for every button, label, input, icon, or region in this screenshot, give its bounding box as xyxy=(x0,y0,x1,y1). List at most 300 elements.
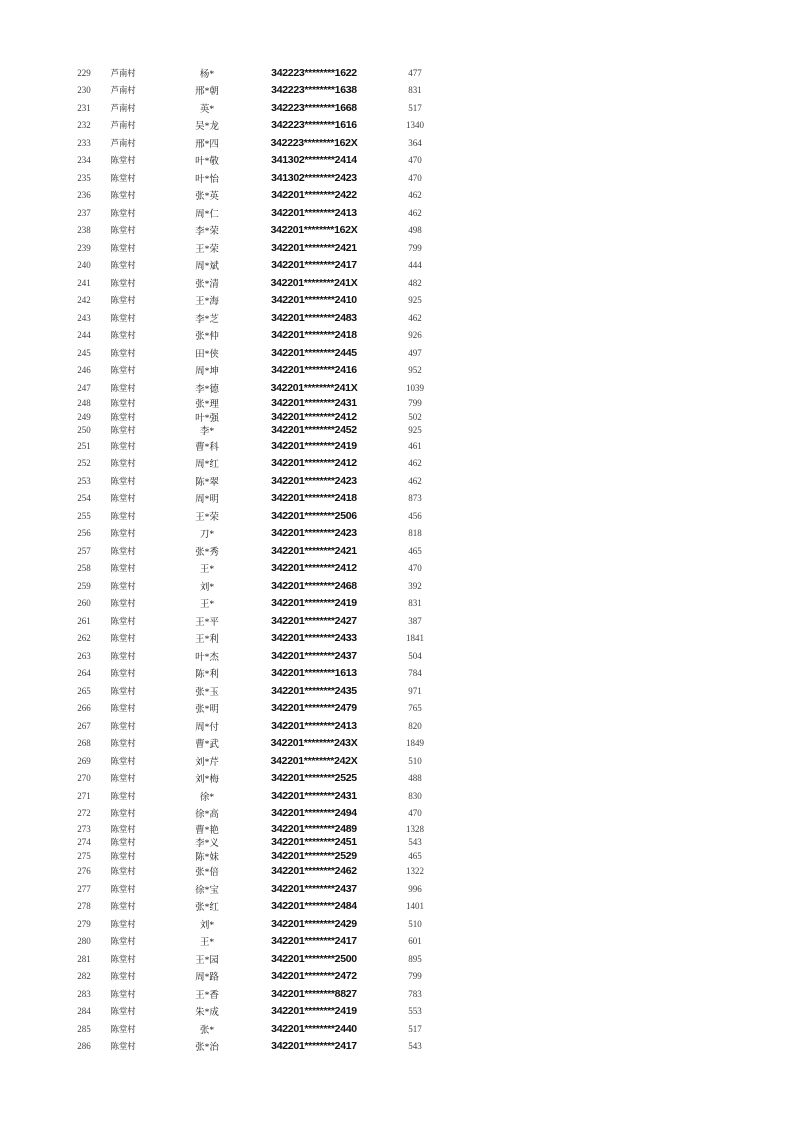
row-number-cell: 259 xyxy=(77,580,91,591)
table-row xyxy=(0,472,793,490)
id-number-cell: 342201********2484 xyxy=(271,900,357,913)
amount-cell: 1849 xyxy=(406,738,424,749)
village-cell: 陈堂村 xyxy=(110,650,136,661)
id-number-cell: 342201********2416 xyxy=(271,364,357,377)
amount-cell: 765 xyxy=(408,703,422,714)
village-cell: 陈堂村 xyxy=(110,823,136,834)
table-row xyxy=(0,612,793,630)
amount-cell: 873 xyxy=(408,493,422,504)
id-number-cell: 342201********2410 xyxy=(271,294,357,307)
id-number-cell: 342223********1616 xyxy=(271,119,357,132)
id-number-cell: 342201********2417 xyxy=(271,935,357,948)
amount-cell: 462 xyxy=(408,207,422,218)
table-row xyxy=(0,752,793,770)
village-cell: 陈堂村 xyxy=(110,545,136,556)
row-number-cell: 245 xyxy=(77,347,91,358)
amount-cell: 996 xyxy=(408,883,422,894)
village-cell: 陈堂村 xyxy=(110,918,136,929)
name-cell: 叶*杰 xyxy=(195,652,219,663)
village-cell: 芦南村 xyxy=(110,120,136,131)
amount-cell: 1401 xyxy=(406,901,424,912)
village-cell: 陈堂村 xyxy=(110,458,136,469)
amount-cell: 470 xyxy=(408,808,422,819)
amount-cell: 543 xyxy=(408,1041,422,1052)
row-number-cell: 258 xyxy=(77,563,91,574)
name-cell: 李*荣 xyxy=(195,227,219,238)
table-row xyxy=(0,490,793,508)
amount-cell: 510 xyxy=(408,755,422,766)
amount-cell: 601 xyxy=(408,936,422,947)
table-row xyxy=(0,239,793,257)
village-cell: 陈堂村 xyxy=(110,685,136,696)
village-cell: 陈堂村 xyxy=(110,172,136,183)
name-cell: 张*玉 xyxy=(195,687,219,698)
row-number-cell: 237 xyxy=(77,207,91,218)
village-cell: 陈堂村 xyxy=(110,755,136,766)
name-cell: 李*德 xyxy=(195,384,219,395)
amount-cell: 543 xyxy=(408,837,422,848)
id-number-cell: 342201********2418 xyxy=(271,329,357,342)
row-number-cell: 236 xyxy=(77,190,91,201)
row-number-cell: 250 xyxy=(77,425,91,436)
name-cell: 张*治 xyxy=(195,1043,219,1054)
row-number-cell: 239 xyxy=(77,242,91,253)
id-number-cell: 342201********2435 xyxy=(271,684,357,697)
table-row xyxy=(0,933,793,951)
name-cell: 王* xyxy=(199,565,215,576)
village-cell: 陈堂村 xyxy=(110,953,136,964)
amount-cell: 465 xyxy=(408,850,422,861)
row-number-cell: 232 xyxy=(77,120,91,131)
name-cell: 杨* xyxy=(199,69,215,80)
name-cell: 王*荣 xyxy=(195,512,219,523)
amount-cell: 470 xyxy=(408,172,422,183)
table-row xyxy=(0,134,793,152)
row-number-cell: 253 xyxy=(77,475,91,486)
name-cell: 张*秀 xyxy=(195,547,219,558)
village-cell: 陈堂村 xyxy=(110,563,136,574)
table-row xyxy=(0,880,793,898)
id-number-cell: 342201********2440 xyxy=(271,1022,357,1035)
name-cell: 王* xyxy=(199,938,215,949)
row-number-cell: 249 xyxy=(77,411,91,422)
amount-cell: 502 xyxy=(408,411,422,422)
row-number-cell: 248 xyxy=(77,398,91,409)
amount-cell: 831 xyxy=(408,85,422,96)
amount-cell: 830 xyxy=(408,790,422,801)
id-number-cell: 342223********1668 xyxy=(271,101,357,114)
table-row xyxy=(0,863,793,881)
amount-cell: 784 xyxy=(408,668,422,679)
village-cell: 陈堂村 xyxy=(110,773,136,784)
amount-cell: 517 xyxy=(408,1023,422,1034)
row-number-cell: 286 xyxy=(77,1041,91,1052)
amount-cell: 477 xyxy=(408,67,422,78)
name-cell: 徐*高 xyxy=(195,810,219,821)
row-number-cell: 266 xyxy=(77,703,91,714)
id-number-cell: 342201********2423 xyxy=(271,527,357,540)
amount-cell: 461 xyxy=(408,440,422,451)
row-number-cell: 282 xyxy=(77,971,91,982)
name-cell: 王*海 xyxy=(195,297,219,308)
row-number-cell: 264 xyxy=(77,668,91,679)
amount-cell: 517 xyxy=(408,102,422,113)
id-number-cell: 341302********2423 xyxy=(271,171,357,184)
amount-cell: 799 xyxy=(408,398,422,409)
amount-cell: 470 xyxy=(408,563,422,574)
table-row xyxy=(0,898,793,916)
village-cell: 陈堂村 xyxy=(110,936,136,947)
table-row xyxy=(0,397,793,411)
village-cell: 陈堂村 xyxy=(110,1023,136,1034)
name-cell: 李* xyxy=(199,427,215,438)
village-cell: 陈堂村 xyxy=(110,347,136,358)
village-cell: 陈堂村 xyxy=(110,703,136,714)
id-number-cell: 342201********2483 xyxy=(271,311,357,324)
name-cell: 田*侠 xyxy=(195,349,219,360)
row-number-cell: 233 xyxy=(77,137,91,148)
amount-cell: 926 xyxy=(408,330,422,341)
row-number-cell: 268 xyxy=(77,738,91,749)
name-cell: 周*明 xyxy=(195,495,219,506)
id-number-cell: 342201********2506 xyxy=(271,509,357,522)
village-cell: 陈堂村 xyxy=(110,883,136,894)
name-cell: 张*仲 xyxy=(195,332,219,343)
village-cell: 陈堂村 xyxy=(110,510,136,521)
table-row xyxy=(0,64,793,82)
row-number-cell: 275 xyxy=(77,850,91,861)
id-number-cell: 342201********2431 xyxy=(271,397,357,410)
id-number-cell: 342223********1638 xyxy=(271,84,357,97)
name-cell: 曹*艳 xyxy=(195,825,219,836)
village-cell: 陈堂村 xyxy=(110,425,136,436)
village-cell: 陈堂村 xyxy=(110,493,136,504)
village-cell: 陈堂村 xyxy=(110,440,136,451)
name-cell: 曹*武 xyxy=(195,740,219,751)
table-row xyxy=(0,507,793,525)
row-number-cell: 262 xyxy=(77,633,91,644)
name-cell: 张*英 xyxy=(195,192,219,203)
table-row xyxy=(0,560,793,578)
amount-cell: 488 xyxy=(408,773,422,784)
amount-cell: 497 xyxy=(408,347,422,358)
id-number-cell: 342201********2413 xyxy=(271,206,357,219)
village-cell: 陈堂村 xyxy=(110,277,136,288)
name-cell: 叶*强 xyxy=(195,413,219,424)
table-row xyxy=(0,222,793,240)
table-row xyxy=(0,577,793,595)
table-row xyxy=(0,344,793,362)
id-number-cell: 342201********2462 xyxy=(271,865,357,878)
table-row xyxy=(0,169,793,187)
village-cell: 陈堂村 xyxy=(110,330,136,341)
id-number-cell: 342201********2525 xyxy=(271,772,357,785)
table-row xyxy=(0,822,793,836)
id-number-cell: 342201********242X xyxy=(270,754,358,767)
name-cell: 周*斌 xyxy=(195,262,219,273)
row-number-cell: 244 xyxy=(77,330,91,341)
id-number-cell: 342201********2419 xyxy=(271,439,357,452)
name-cell: 叶*敬 xyxy=(195,157,219,168)
amount-cell: 364 xyxy=(408,137,422,148)
amount-cell: 799 xyxy=(408,242,422,253)
amount-cell: 783 xyxy=(408,988,422,999)
name-cell: 徐*宝 xyxy=(195,885,219,896)
amount-cell: 820 xyxy=(408,720,422,731)
village-cell: 陈堂村 xyxy=(110,971,136,982)
amount-cell: 387 xyxy=(408,615,422,626)
table-row xyxy=(0,152,793,170)
table-row xyxy=(0,525,793,543)
village-cell: 陈堂村 xyxy=(110,720,136,731)
id-number-cell: 342201********2412 xyxy=(271,562,357,575)
village-cell: 陈堂村 xyxy=(110,411,136,422)
name-cell: 朱*成 xyxy=(195,1008,219,1019)
amount-cell: 553 xyxy=(408,1006,422,1017)
table-row xyxy=(0,630,793,648)
village-cell: 陈堂村 xyxy=(110,850,136,861)
id-number-cell: 342201********2479 xyxy=(271,702,357,715)
name-cell: 刘*芹 xyxy=(195,757,219,768)
row-number-cell: 273 xyxy=(77,823,91,834)
name-cell: 吴*龙 xyxy=(195,122,219,133)
row-number-cell: 277 xyxy=(77,883,91,894)
amount-cell: 470 xyxy=(408,155,422,166)
village-cell: 陈堂村 xyxy=(110,1006,136,1017)
id-number-cell: 342201********2427 xyxy=(271,614,357,627)
name-cell: 李*义 xyxy=(195,839,219,850)
id-number-cell: 342201********2494 xyxy=(271,807,357,820)
table-row xyxy=(0,915,793,933)
table-row xyxy=(0,849,793,863)
amount-cell: 462 xyxy=(408,312,422,323)
id-number-cell: 342201********8827 xyxy=(271,987,357,1000)
id-number-cell: 342201********2489 xyxy=(271,822,357,835)
amount-cell: 1039 xyxy=(406,382,424,393)
village-cell: 陈堂村 xyxy=(110,598,136,609)
amount-cell: 925 xyxy=(408,295,422,306)
village-cell: 芦南村 xyxy=(110,85,136,96)
id-number-cell: 342201********2437 xyxy=(271,649,357,662)
table-row xyxy=(0,968,793,986)
name-cell: 李*芝 xyxy=(195,314,219,325)
table-row xyxy=(0,379,793,397)
id-number-cell: 342201********2419 xyxy=(271,1005,357,1018)
table-row xyxy=(0,437,793,455)
name-cell: 周*付 xyxy=(195,722,219,733)
row-number-cell: 272 xyxy=(77,808,91,819)
amount-cell: 952 xyxy=(408,365,422,376)
village-cell: 陈堂村 xyxy=(110,242,136,253)
id-number-cell: 342201********243X xyxy=(270,737,358,750)
amount-cell: 498 xyxy=(408,225,422,236)
row-number-cell: 283 xyxy=(77,988,91,999)
table-row xyxy=(0,204,793,222)
row-number-cell: 271 xyxy=(77,790,91,801)
row-number-cell: 243 xyxy=(77,312,91,323)
table-row xyxy=(0,1038,793,1056)
name-cell: 曹*科 xyxy=(195,442,219,453)
table-row xyxy=(0,187,793,205)
table-row xyxy=(0,257,793,275)
table-row xyxy=(0,455,793,473)
name-cell: 刘* xyxy=(199,920,215,931)
table-row xyxy=(0,805,793,823)
row-number-cell: 231 xyxy=(77,102,91,113)
amount-cell: 831 xyxy=(408,598,422,609)
row-number-cell: 238 xyxy=(77,225,91,236)
village-cell: 芦南村 xyxy=(110,67,136,78)
village-cell: 陈堂村 xyxy=(110,207,136,218)
row-number-cell: 255 xyxy=(77,510,91,521)
amount-cell: 504 xyxy=(408,650,422,661)
village-cell: 陈堂村 xyxy=(110,295,136,306)
table-row xyxy=(0,292,793,310)
table-row xyxy=(0,309,793,327)
table-row xyxy=(0,1003,793,1021)
table-row xyxy=(0,985,793,1003)
id-number-cell: 342201********2437 xyxy=(271,882,357,895)
village-cell: 陈堂村 xyxy=(110,365,136,376)
row-number-cell: 260 xyxy=(77,598,91,609)
name-cell: 陈*利 xyxy=(195,670,219,681)
amount-cell: 971 xyxy=(408,685,422,696)
row-number-cell: 229 xyxy=(77,67,91,78)
name-cell: 陈*翠 xyxy=(195,477,219,488)
id-number-cell: 342201********2468 xyxy=(271,579,357,592)
row-number-cell: 284 xyxy=(77,1006,91,1017)
table-row xyxy=(0,82,793,100)
table-row xyxy=(0,836,793,850)
village-cell: 陈堂村 xyxy=(110,528,136,539)
amount-cell: 1328 xyxy=(406,823,424,834)
village-cell: 陈堂村 xyxy=(110,225,136,236)
id-number-cell: 342201********2418 xyxy=(271,492,357,505)
row-number-cell: 281 xyxy=(77,953,91,964)
name-cell: 英* xyxy=(199,104,215,115)
table-row xyxy=(0,424,793,438)
name-cell: 张*倍 xyxy=(195,868,219,879)
name-cell: 王* xyxy=(199,600,215,611)
id-number-cell: 342223********162X xyxy=(270,136,358,149)
row-number-cell: 274 xyxy=(77,837,91,848)
row-number-cell: 254 xyxy=(77,493,91,504)
amount-cell: 799 xyxy=(408,971,422,982)
row-number-cell: 247 xyxy=(77,382,91,393)
name-cell: 张* xyxy=(199,1025,215,1036)
village-cell: 陈堂村 xyxy=(110,988,136,999)
name-cell: 王*荣 xyxy=(195,244,219,255)
amount-cell: 925 xyxy=(408,425,422,436)
id-number-cell: 342201********2445 xyxy=(271,346,357,359)
row-number-cell: 267 xyxy=(77,720,91,731)
name-cell: 王*园 xyxy=(195,955,219,966)
table-row xyxy=(0,770,793,788)
row-number-cell: 278 xyxy=(77,901,91,912)
row-number-cell: 240 xyxy=(77,260,91,271)
name-cell: 张*明 xyxy=(195,705,219,716)
table-row xyxy=(0,362,793,380)
id-number-cell: 342201********2417 xyxy=(271,1040,357,1053)
name-cell: 叶*怡 xyxy=(195,174,219,185)
row-number-cell: 263 xyxy=(77,650,91,661)
table-row xyxy=(0,542,793,560)
id-number-cell: 342201********2412 xyxy=(271,457,357,470)
row-number-cell: 241 xyxy=(77,277,91,288)
row-number-cell: 251 xyxy=(77,440,91,451)
table-row xyxy=(0,700,793,718)
id-number-cell: 342201********1613 xyxy=(271,667,357,680)
amount-cell: 1322 xyxy=(406,866,424,877)
village-cell: 陈堂村 xyxy=(110,260,136,271)
id-number-cell: 342201********2472 xyxy=(271,970,357,983)
village-cell: 陈堂村 xyxy=(110,633,136,644)
row-number-cell: 256 xyxy=(77,528,91,539)
name-cell: 王*香 xyxy=(195,990,219,1001)
id-number-cell: 342201********2423 xyxy=(271,474,357,487)
id-number-cell: 342201********2431 xyxy=(271,789,357,802)
village-cell: 陈堂村 xyxy=(110,155,136,166)
name-cell: 张*清 xyxy=(195,279,219,290)
id-number-cell: 342201********2412 xyxy=(271,410,357,423)
table-row xyxy=(0,410,793,424)
village-cell: 芦南村 xyxy=(110,102,136,113)
amount-cell: 818 xyxy=(408,528,422,539)
table-row xyxy=(0,99,793,117)
name-cell: 王*平 xyxy=(195,617,219,628)
row-number-cell: 230 xyxy=(77,85,91,96)
village-cell: 陈堂村 xyxy=(110,837,136,848)
record-table xyxy=(0,64,793,1055)
table-row xyxy=(0,950,793,968)
id-number-cell: 342201********2429 xyxy=(271,917,357,930)
amount-cell: 462 xyxy=(408,190,422,201)
amount-cell: 895 xyxy=(408,953,422,964)
amount-cell: 444 xyxy=(408,260,422,271)
id-number-cell: 342201********2452 xyxy=(271,424,357,437)
amount-cell: 456 xyxy=(408,510,422,521)
row-number-cell: 285 xyxy=(77,1023,91,1034)
table-row xyxy=(0,665,793,683)
village-cell: 陈堂村 xyxy=(110,312,136,323)
id-number-cell: 342201********162X xyxy=(270,224,358,237)
row-number-cell: 280 xyxy=(77,936,91,947)
row-number-cell: 242 xyxy=(77,295,91,306)
amount-cell: 1841 xyxy=(406,633,424,644)
id-number-cell: 342201********2421 xyxy=(271,544,357,557)
name-cell: 张*理 xyxy=(195,400,219,411)
id-number-cell: 342201********2422 xyxy=(271,189,357,202)
table-row xyxy=(0,1020,793,1038)
amount-cell: 1340 xyxy=(406,120,424,131)
row-number-cell: 265 xyxy=(77,685,91,696)
id-number-cell: 342201********2451 xyxy=(271,836,357,849)
name-cell: 周*坤 xyxy=(195,367,219,378)
table-row xyxy=(0,117,793,135)
name-cell: 周*仁 xyxy=(195,209,219,220)
row-number-cell: 257 xyxy=(77,545,91,556)
row-number-cell: 246 xyxy=(77,365,91,376)
id-number-cell: 342201********2413 xyxy=(271,719,357,732)
name-cell: 徐* xyxy=(199,792,215,803)
id-number-cell: 342201********2433 xyxy=(271,632,357,645)
village-cell: 陈堂村 xyxy=(110,738,136,749)
village-cell: 陈堂村 xyxy=(110,475,136,486)
id-number-cell: 342201********2529 xyxy=(271,849,357,862)
name-cell: 张*红 xyxy=(195,903,219,914)
row-number-cell: 270 xyxy=(77,773,91,784)
name-cell: 邢*朝 xyxy=(195,87,219,98)
